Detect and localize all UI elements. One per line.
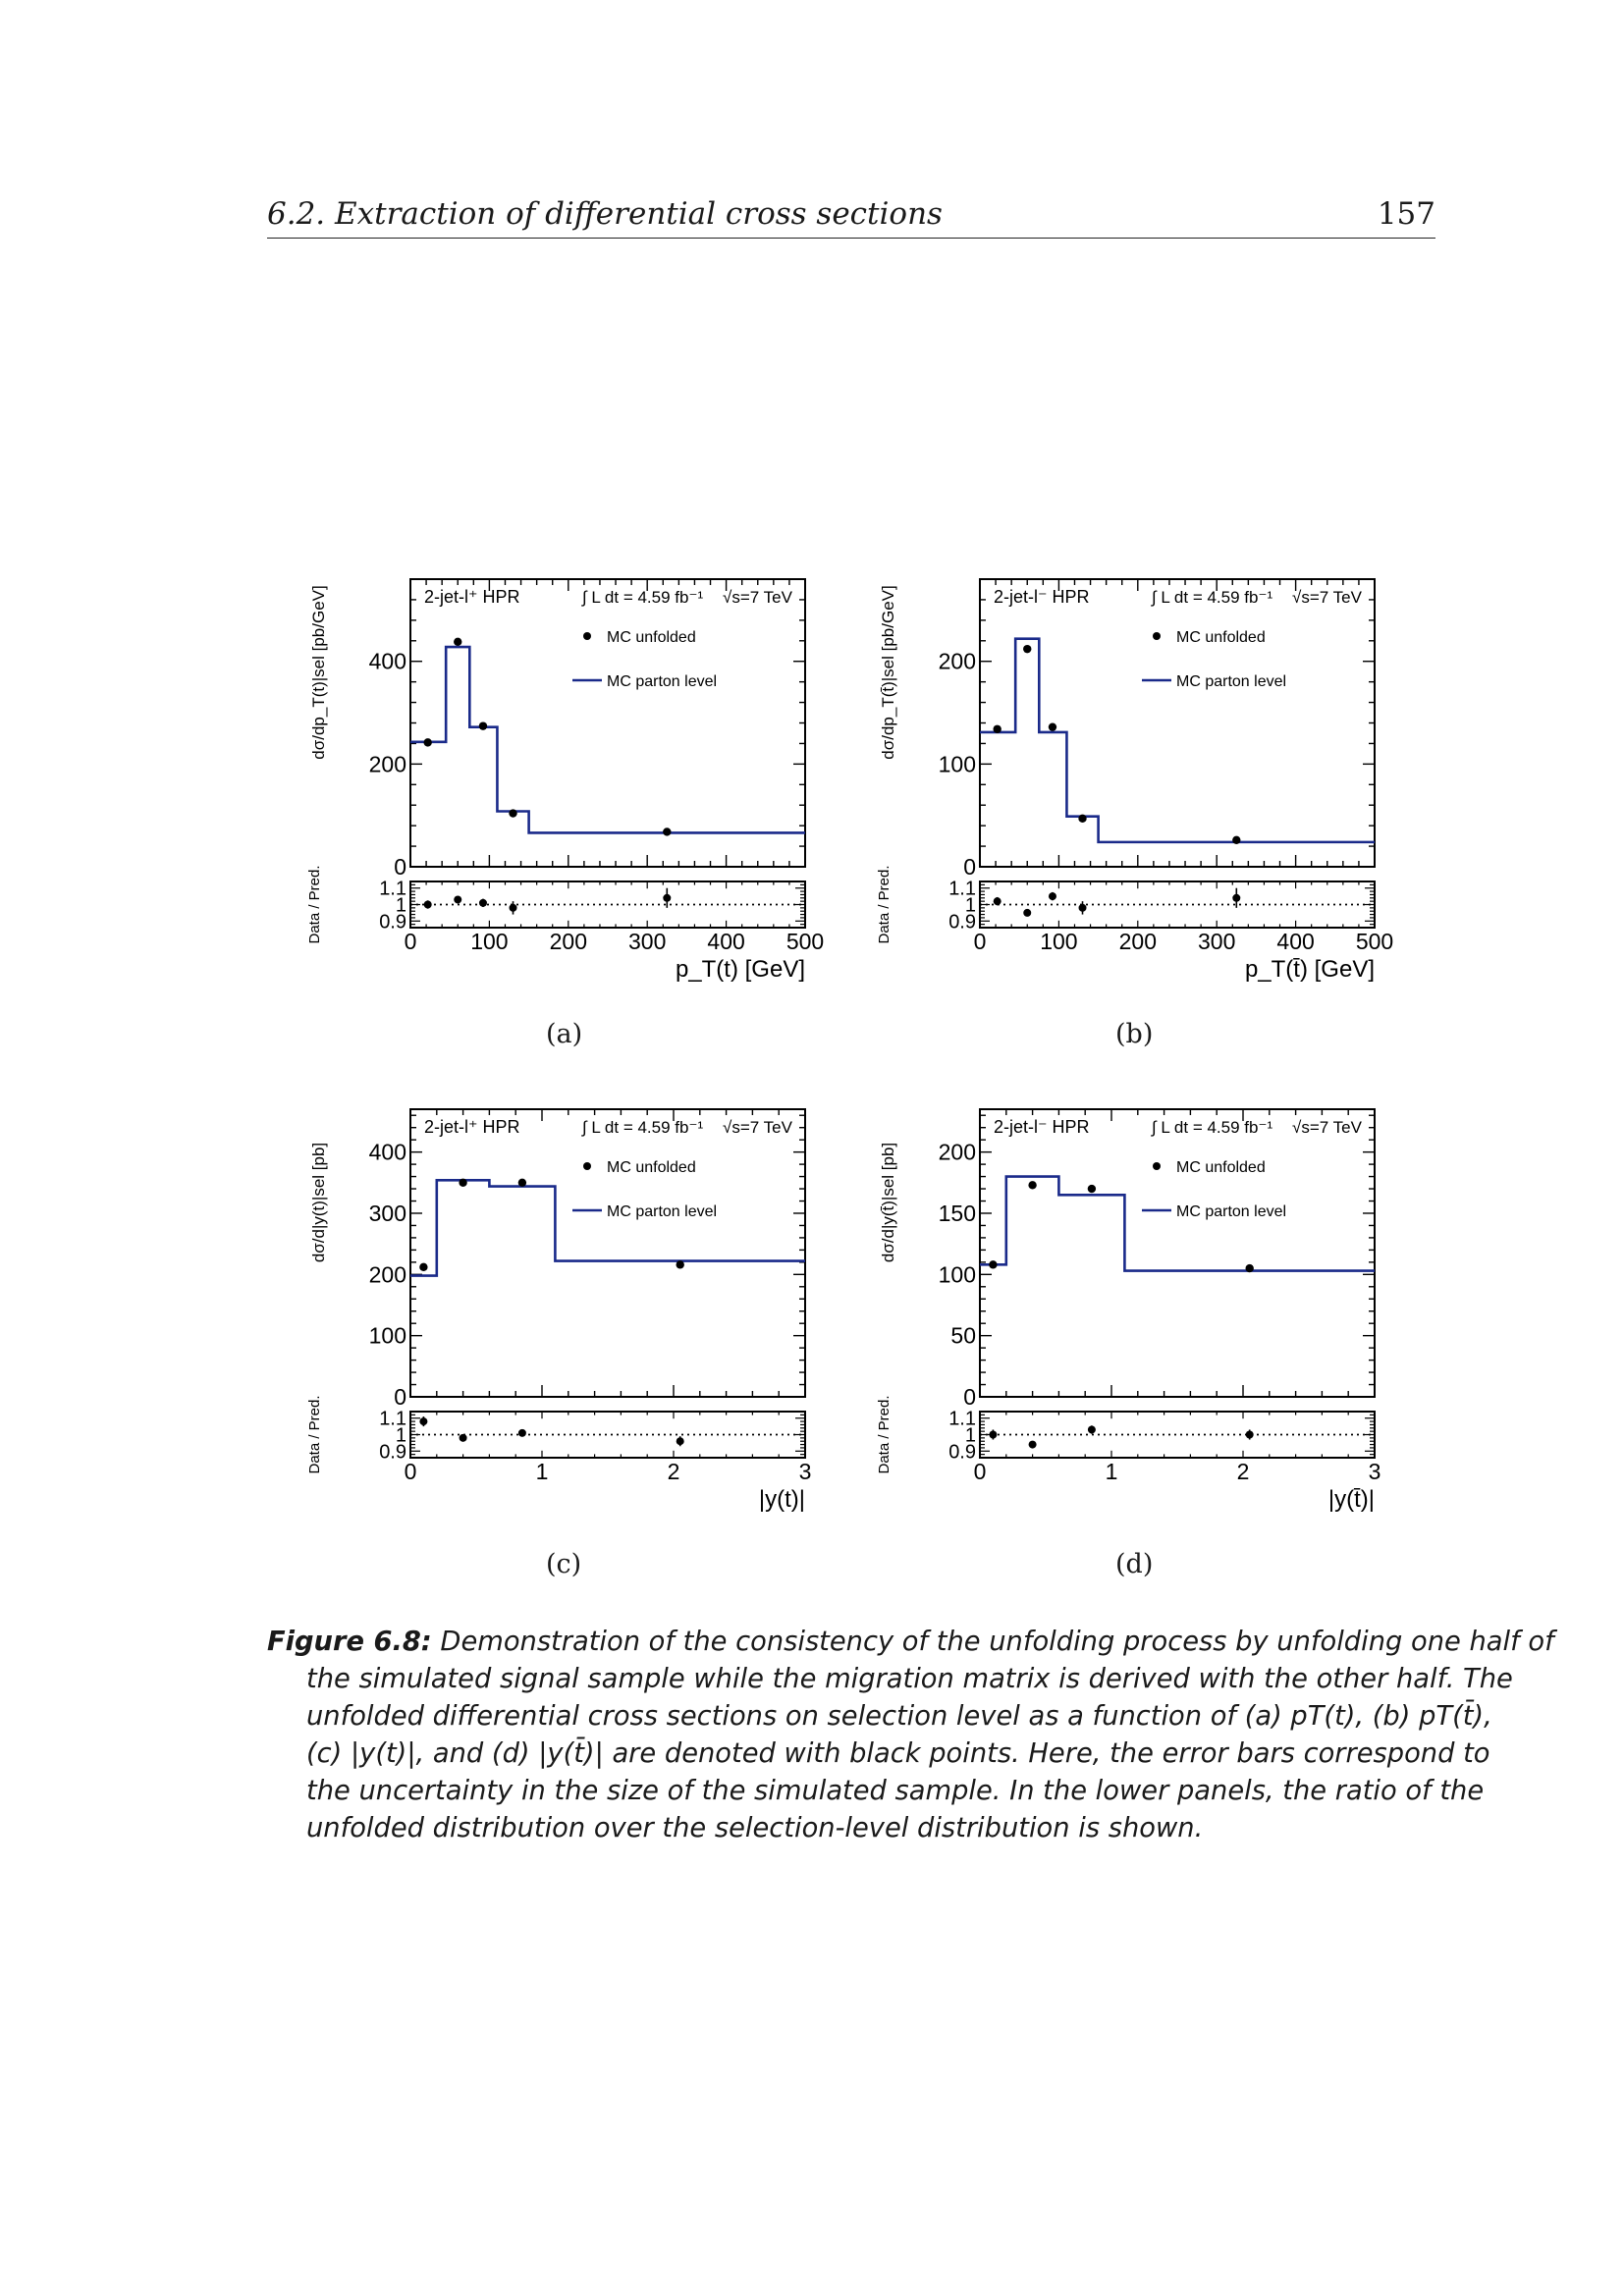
x-tick-label: 500 — [785, 929, 825, 954]
y-tick-label: 400 — [368, 1139, 406, 1165]
luminosity-label: ∫ L dt = 4.59 fb⁻¹ — [582, 588, 704, 607]
ratio-point — [424, 901, 432, 909]
sublabel-b: (b) — [1115, 1019, 1154, 1049]
mc-unfolded-point — [459, 1179, 466, 1187]
mc-parton-histogram — [980, 639, 1375, 842]
channel-label: 2-jet-l⁻ HPR — [994, 587, 1090, 607]
mc-unfolded-point — [419, 1263, 427, 1271]
mc-unfolded-point — [677, 1260, 684, 1268]
chart-panel-b — [864, 579, 1414, 1001]
y-axis-label: dσ/d|y(t̄)|sel [pb] — [879, 1142, 897, 1263]
energy-label: √s=7 TeV — [1292, 1118, 1362, 1137]
ratio-point — [510, 904, 517, 912]
chart-panel-a — [295, 579, 844, 1001]
x-axis-label: |y(t)| — [758, 1486, 805, 1513]
y-tick-label: 400 — [368, 648, 406, 674]
luminosity-label: ∫ L dt = 4.59 fb⁻¹ — [1152, 588, 1273, 607]
ratio-axis-label: Data / Pred. — [876, 1395, 893, 1474]
legend-parton-label: MC parton level — [1176, 1203, 1287, 1220]
ratio-point — [419, 1417, 427, 1425]
y-tick-label: 200 — [938, 1139, 976, 1165]
energy-label: √s=7 TeV — [1292, 588, 1362, 607]
x-tick-label: 3 — [1368, 1459, 1381, 1484]
x-axis-label: p_T(t) [GeV] — [675, 956, 805, 983]
energy-label: √s=7 TeV — [723, 1118, 792, 1137]
mc-unfolded-point — [454, 638, 461, 646]
ratio-axis-label: Data / Pred. — [306, 1395, 323, 1474]
sublabel-a: (a) — [546, 1019, 583, 1049]
y-tick-label: 100 — [368, 1322, 406, 1349]
chart-panel-c — [295, 1109, 844, 1531]
y-tick-label: 50 — [950, 1322, 976, 1349]
sublabel-c: (c) — [546, 1549, 582, 1579]
y-tick-label: 0 — [963, 854, 976, 880]
y-tick-label: 0 — [394, 1384, 406, 1410]
ratio-point — [1232, 894, 1240, 902]
x-tick-label: 300 — [628, 929, 667, 954]
y-tick-label: 100 — [938, 751, 976, 777]
ratio-y-tick-label: 0.9 — [379, 911, 406, 934]
x-tick-label: 100 — [1040, 929, 1078, 954]
ratio-axis-label: Data / Pred. — [876, 865, 893, 944]
y-tick-label: 200 — [368, 751, 406, 777]
legend-unfolded-marker — [583, 632, 591, 640]
section-title: 6.2. Extraction of differential cross sections — [267, 196, 943, 232]
mc-unfolded-point — [479, 721, 487, 729]
mc-unfolded-point — [1023, 645, 1031, 653]
y-tick-label: 200 — [938, 648, 976, 674]
caption-line-2: the simulated signal sample while the migration matrix is derived with the other half. The — [306, 1664, 1513, 1694]
mc-unfolded-point — [1088, 1185, 1096, 1193]
x-tick-label: 400 — [707, 929, 745, 954]
caption-line-3: unfolded differential cross sections on selection level as a function of (a) pT(t), (b) pT(t̄), — [306, 1701, 1492, 1732]
channel-label: 2-jet-l⁻ HPR — [994, 1117, 1090, 1137]
ratio-point — [1023, 909, 1031, 917]
ratio-point — [1088, 1425, 1096, 1433]
legend-unfolded-label: MC unfolded — [1176, 629, 1266, 646]
x-tick-label: 100 — [470, 929, 509, 954]
caption-text-1: Demonstration of the consistency of the unfolding process by unfolding one half of — [440, 1627, 1554, 1657]
x-tick-label: 1 — [535, 1459, 549, 1484]
y-tick-label: 0 — [394, 854, 406, 880]
caption-line-5: the uncertainty in the size of the simulated sample. In the lower panels, the ratio of the — [306, 1776, 1485, 1806]
x-tick-label: 200 — [1118, 929, 1157, 954]
ratio-y-tick-label: 1 — [964, 894, 976, 917]
mc-unfolded-point — [1078, 815, 1086, 823]
ratio-y-tick-label: 1.1 — [379, 1408, 406, 1430]
page-header — [267, 192, 1435, 239]
mc-unfolded-point — [1246, 1264, 1254, 1272]
mc-unfolded-point — [423, 738, 431, 746]
luminosity-label: ∫ L dt = 4.59 fb⁻¹ — [582, 1118, 704, 1137]
ratio-y-tick-label: 1.1 — [948, 1408, 976, 1430]
x-axis-label: p_T(t̄) [GeV] — [1244, 956, 1375, 983]
mc-unfolded-point — [1028, 1181, 1036, 1189]
ratio-point — [1029, 1441, 1037, 1449]
x-tick-label: 0 — [973, 929, 987, 954]
legend-parton-label: MC parton level — [1176, 673, 1287, 690]
channel-label: 2-jet-l⁺ HPR — [424, 587, 520, 607]
legend-unfolded-marker — [1153, 1162, 1161, 1170]
mc-unfolded-point — [993, 725, 1001, 733]
ratio-y-tick-label: 1 — [964, 1424, 976, 1447]
y-axis-label: dσ/dp_T(t)|sel [pb/GeV] — [309, 585, 328, 760]
y-tick-label: 0 — [963, 1384, 976, 1410]
figure-caption — [267, 1624, 1554, 1847]
ratio-point — [518, 1429, 526, 1437]
y-tick-label: 100 — [938, 1261, 976, 1288]
mc-unfolded-point — [989, 1260, 997, 1268]
luminosity-label: ∫ L dt = 4.59 fb⁻¹ — [1152, 1118, 1273, 1137]
y-tick-label: 300 — [368, 1200, 406, 1226]
page-number: 157 — [1377, 196, 1435, 232]
chart-panel-d — [864, 1109, 1414, 1531]
x-tick-label: 0 — [404, 1459, 417, 1484]
y-tick-label: 150 — [938, 1200, 976, 1226]
channel-label: 2-jet-l⁺ HPR — [424, 1117, 520, 1137]
y-tick-label: 200 — [368, 1261, 406, 1288]
x-tick-label: 0 — [404, 929, 417, 954]
legend-parton-label: MC parton level — [607, 1203, 718, 1220]
caption-line-4: (c) |y(t)|, and (d) |y(t̄)| are denoted with black points. Here, the error bars correspond to — [306, 1738, 1490, 1769]
ratio-y-tick-label: 0.9 — [379, 1441, 406, 1464]
ratio-point — [1049, 892, 1056, 900]
ratio-point — [454, 895, 461, 903]
mc-unfolded-point — [518, 1179, 526, 1187]
y-axis-label: dσ/dp_T(t̄)|sel [pb/GeV] — [879, 585, 897, 760]
ratio-point — [479, 899, 487, 907]
caption-label: Figure 6.8: — [267, 1627, 432, 1657]
legend-unfolded-label: MC unfolded — [607, 629, 696, 646]
mc-unfolded-point — [509, 809, 516, 817]
ratio-y-tick-label: 1 — [395, 1424, 406, 1447]
ratio-point — [663, 894, 671, 902]
mc-unfolded-point — [663, 828, 671, 835]
x-tick-label: 400 — [1276, 929, 1315, 954]
mc-parton-histogram — [980, 1177, 1375, 1271]
ratio-axis-label: Data / Pred. — [306, 865, 323, 944]
legend-unfolded-label: MC unfolded — [1176, 1159, 1266, 1176]
caption-line-6: unfolded distribution over the selection-level distribution is shown. — [306, 1813, 1204, 1843]
ratio-point — [1246, 1431, 1254, 1439]
mc-unfolded-point — [1232, 836, 1240, 844]
ratio-y-tick-label: 0.9 — [948, 1441, 976, 1464]
legend-unfolded-marker — [583, 1162, 591, 1170]
chart-svg-b — [864, 579, 1414, 1001]
legend-unfolded-marker — [1153, 632, 1161, 640]
main-plot-frame — [980, 1109, 1375, 1397]
mc-unfolded-point — [1049, 722, 1056, 730]
ratio-point — [677, 1437, 684, 1445]
chart-svg-a — [295, 579, 844, 1001]
ratio-point — [994, 897, 1001, 905]
ratio-point — [989, 1431, 997, 1439]
legend-parton-label: MC parton level — [607, 673, 718, 690]
caption-line-1 — [267, 1624, 1554, 1661]
ratio-y-tick-label: 1.1 — [948, 878, 976, 900]
x-tick-label: 300 — [1198, 929, 1236, 954]
x-tick-label: 500 — [1355, 929, 1394, 954]
x-tick-label: 0 — [973, 1459, 987, 1484]
sublabel-d: (d) — [1115, 1549, 1154, 1579]
ratio-y-tick-label: 1 — [395, 894, 406, 917]
x-tick-label: 2 — [667, 1459, 680, 1484]
y-axis-label: dσ/d|y(t)|sel [pb] — [309, 1142, 328, 1263]
ratio-y-tick-label: 0.9 — [948, 911, 976, 934]
chart-svg-c — [295, 1109, 844, 1531]
legend-unfolded-label: MC unfolded — [607, 1159, 696, 1176]
x-tick-label: 200 — [549, 929, 587, 954]
main-plot-frame — [410, 1109, 805, 1397]
x-axis-label: |y(t̄)| — [1327, 1486, 1375, 1513]
x-tick-label: 1 — [1105, 1459, 1118, 1484]
x-tick-label: 3 — [798, 1459, 812, 1484]
mc-parton-histogram — [410, 1180, 805, 1275]
chart-svg-d — [864, 1109, 1414, 1531]
ratio-point — [1079, 904, 1087, 912]
x-tick-label: 2 — [1236, 1459, 1250, 1484]
ratio-y-tick-label: 1.1 — [379, 878, 406, 900]
energy-label: √s=7 TeV — [723, 588, 792, 607]
ratio-point — [460, 1434, 467, 1442]
